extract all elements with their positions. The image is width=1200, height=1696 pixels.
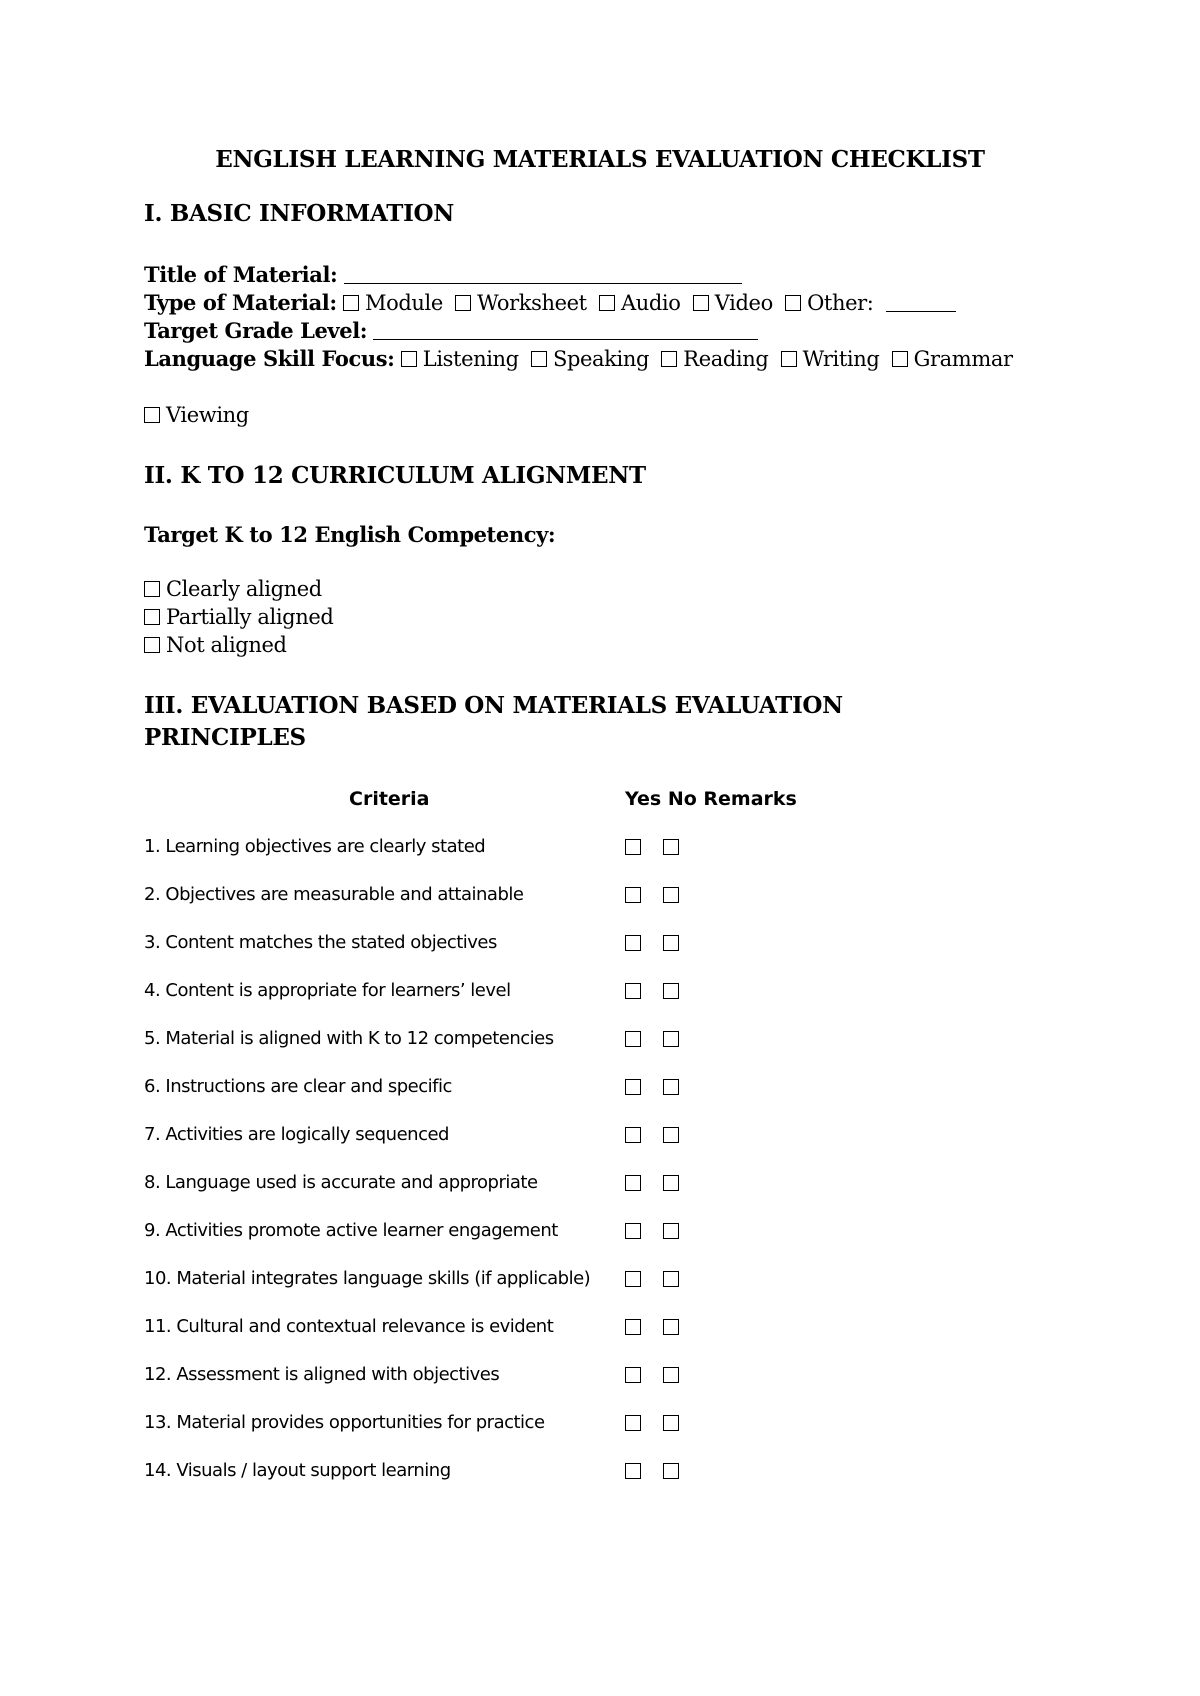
yes-checkbox[interactable] [625, 1463, 641, 1479]
criteria-text: 1. Learning objectives are clearly stated [144, 836, 486, 857]
no-checkbox[interactable] [663, 887, 679, 903]
section-basic-information-heading: I. BASIC INFORMATION [144, 200, 454, 227]
viewing-option-label: Viewing [166, 403, 249, 427]
listening-checkbox[interactable] [401, 351, 417, 367]
target-grade-level-blank[interactable] [373, 321, 758, 340]
yes-checkbox[interactable] [625, 1415, 641, 1431]
alignment-option-row [144, 577, 322, 601]
listening-option-label: Listening [422, 347, 519, 371]
criteria-text: 9. Activities promote active learner engagement [144, 1220, 558, 1241]
yes-checkbox[interactable] [625, 1127, 641, 1143]
viewing-checkbox[interactable] [144, 407, 160, 423]
competency-line [144, 522, 555, 547]
competency-label: Target K to 12 English Competency: [144, 522, 556, 547]
criteria-text: 3. Content matches the stated objectives [144, 932, 497, 953]
criteria-text: 11. Cultural and contextual relevance is evident [144, 1316, 554, 1337]
alignment-option-row [144, 605, 333, 629]
no-checkbox[interactable] [663, 983, 679, 999]
grammar-option-label: Grammar [913, 347, 1013, 371]
document-title: ENGLISH LEARNING MATERIALS EVALUATION CHECKLIST [215, 146, 985, 173]
yes-checkbox[interactable] [625, 1031, 641, 1047]
partially-aligned-checkbox[interactable] [144, 609, 160, 625]
audio-checkbox[interactable] [599, 295, 615, 311]
type-of-material-label: Type of Material: [144, 290, 337, 315]
criteria-row [144, 1268, 704, 1292]
section-curriculum-alignment-heading: II. K TO 12 CURRICULUM ALIGNMENT [144, 462, 646, 489]
criteria-row [144, 1412, 704, 1436]
grammar-checkbox[interactable] [892, 351, 908, 367]
criteria-text: 10. Material integrates language skills (if applicable) [144, 1268, 591, 1289]
other-option-label: Other: [807, 291, 874, 315]
type-of-material-line [144, 290, 956, 315]
criteria-row [144, 1028, 704, 1052]
language-skill-focus-label: Language Skill Focus: [144, 346, 395, 371]
video-checkbox[interactable] [693, 295, 709, 311]
clearly-aligned-checkbox[interactable] [144, 581, 160, 597]
reading-checkbox[interactable] [661, 351, 677, 367]
criteria-row [144, 836, 704, 860]
no-checkbox[interactable] [663, 1463, 679, 1479]
no-checkbox[interactable] [663, 1031, 679, 1047]
audio-option-label: Audio [621, 291, 681, 315]
criteria-text: 4. Content is appropriate for learners’ level [144, 980, 511, 1001]
alignment-option-row [144, 633, 287, 657]
title-of-material-line [144, 262, 742, 287]
language-skill-focus-line [144, 346, 1019, 371]
no-checkbox[interactable] [663, 1127, 679, 1143]
yes-checkbox[interactable] [625, 1319, 641, 1335]
yes-checkbox[interactable] [625, 1367, 641, 1383]
criteria-text: 13. Material provides opportunities for practice [144, 1412, 545, 1433]
criteria-row [144, 1220, 704, 1244]
partially-aligned-label: Partially aligned [166, 605, 334, 629]
no-checkbox[interactable] [663, 1223, 679, 1239]
yes-checkbox[interactable] [625, 1271, 641, 1287]
not-aligned-checkbox[interactable] [144, 637, 160, 653]
criteria-row [144, 1460, 704, 1484]
no-checkbox[interactable] [663, 1367, 679, 1383]
criteria-text: 5. Material is aligned with K to 12 competencies [144, 1028, 554, 1049]
yes-checkbox[interactable] [625, 839, 641, 855]
criteria-row [144, 1124, 704, 1148]
no-checkbox[interactable] [663, 935, 679, 951]
video-option-label: Video [714, 291, 773, 315]
writing-option-label: Writing [802, 347, 880, 371]
not-aligned-label: Not aligned [166, 633, 287, 657]
speaking-checkbox[interactable] [531, 351, 547, 367]
other-blank[interactable] [886, 293, 956, 312]
title-of-material-label: Title of Material: [144, 262, 338, 287]
criteria-row [144, 1172, 704, 1196]
clearly-aligned-label: Clearly aligned [166, 577, 322, 601]
no-checkbox[interactable] [663, 1079, 679, 1095]
criteria-text: 6. Instructions are clear and specific [144, 1076, 452, 1097]
module-checkbox[interactable] [343, 295, 359, 311]
yes-checkbox[interactable] [625, 1079, 641, 1095]
criteria-row [144, 1316, 704, 1340]
module-option-label: Module [365, 291, 443, 315]
yes-checkbox[interactable] [625, 983, 641, 999]
writing-checkbox[interactable] [781, 351, 797, 367]
criteria-row [144, 932, 704, 956]
section-evaluation-heading-line2: PRINCIPLES [144, 724, 306, 751]
worksheet-checkbox[interactable] [455, 295, 471, 311]
criteria-column-header: Criteria [349, 788, 430, 810]
no-checkbox[interactable] [663, 1175, 679, 1191]
yes-checkbox[interactable] [625, 1223, 641, 1239]
criteria-text: 12. Assessment is aligned with objectives [144, 1364, 500, 1385]
criteria-text: 14. Visuals / layout support learning [144, 1460, 451, 1481]
target-grade-level-label: Target Grade Level: [144, 318, 368, 343]
criteria-text: 7. Activities are logically sequenced [144, 1124, 449, 1145]
no-checkbox[interactable] [663, 1415, 679, 1431]
reading-option-label: Reading [683, 347, 769, 371]
yes-no-remarks-column-header: Yes No Remarks [625, 788, 797, 810]
criteria-row [144, 1076, 704, 1100]
yes-checkbox[interactable] [625, 887, 641, 903]
viewing-line [144, 403, 249, 427]
section-evaluation-heading [144, 690, 843, 754]
criteria-row [144, 884, 704, 908]
yes-checkbox[interactable] [625, 935, 641, 951]
speaking-option-label: Speaking [553, 347, 649, 371]
criteria-text: 2. Objectives are measurable and attainable [144, 884, 524, 905]
worksheet-option-label: Worksheet [477, 291, 587, 315]
section-evaluation-heading-line1: III. EVALUATION BASED ON MATERIALS EVALUATION [144, 692, 843, 719]
criteria-row [144, 1364, 704, 1388]
no-checkbox[interactable] [663, 1319, 679, 1335]
criteria-text: 8. Language used is accurate and appropriate [144, 1172, 538, 1193]
criteria-row [144, 980, 704, 1004]
title-of-material-blank[interactable] [344, 265, 742, 284]
other-checkbox[interactable] [785, 295, 801, 311]
target-grade-level-line [144, 318, 758, 343]
no-checkbox[interactable] [663, 1271, 679, 1287]
no-checkbox[interactable] [663, 839, 679, 855]
yes-checkbox[interactable] [625, 1175, 641, 1191]
